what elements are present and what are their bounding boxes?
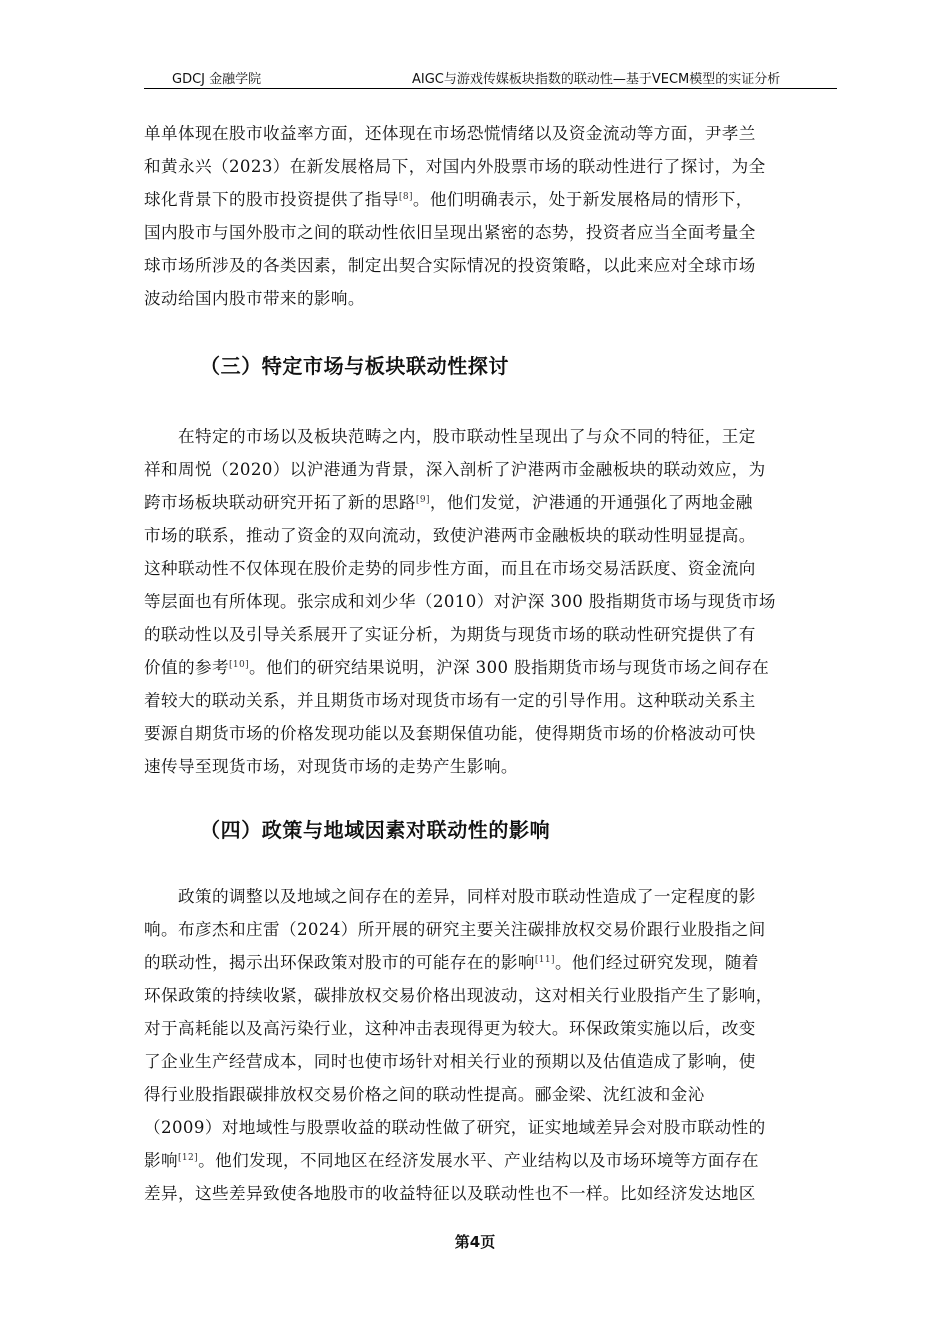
header-rule [144,88,837,89]
text-line: 市场的联系，推动了资金的双向流动，致使沪港两市金融板块的联动性明显提高。 [144,526,756,545]
text-line: 单单体现在股市收益率方面，还体现在市场恐慌情绪以及资金流动等方面，尹孝兰 [144,124,756,143]
citation-12: [12] [178,1153,199,1163]
text-line: （2009）对地域性与股票收益的联动性做了研究，证实地域差异会对股市联动性的 [144,1118,766,1137]
citation-8: [8] [398,192,413,202]
text-line: 跨市场板块联动研究开拓了新的思路[9]，他们发觉，沪港通的开通强化了两地金融 [144,493,753,512]
text-line: 等层面也有所体现。张宗成和刘少华（2010）对沪深 300 股指期货市场与现货市场 [144,592,776,611]
text-line: 差异，这些差异致使各地股市的收益特征以及联动性也不一样。比如经济发达地区 [144,1184,756,1203]
section-heading-4: （四）政策与地域因素对联动性的影响 [200,818,551,842]
text-line: 得行业股指跟碳排放权交易价格之间的联动性提高。郦金梁、沈红波和金沁 [144,1085,705,1104]
text-line: 的联动性以及引导关系展开了实证分析，为期货与现货市场的联动性研究提供了有 [144,625,756,644]
text-line: 在特定的市场以及板块范畴之内，股市联动性呈现出了与众不同的特征，王定 [178,427,756,446]
text-line: 国内股市与国外股市之间的联动性依旧呈现出紧密的态势，投资者应当全面考量全 [144,223,756,242]
header-institution: GDCJ 金融学院 [172,72,262,87]
section-heading-3: （三）特定市场与板块联动性探讨 [200,354,509,378]
text-line: 着较大的联动关系，并且期货市场对现货市场有一定的引导作用。这种联动关系主 [144,691,756,710]
citation-9: [9] [415,495,430,505]
text-line: 了企业生产经营成本，同时也使市场针对相关行业的预期以及估值造成了影响，使 [144,1052,756,1071]
running-header [144,68,837,88]
text-line: 波动给国内股市带来的影响。 [144,289,365,308]
text-line: 环保政策的持续收紧，碳排放权交易价格出现波动，这对相关行业股指产生了影响， [144,986,773,1005]
text-line: 祥和周悦（2020）以沪港通为背景，深入剖析了沪港两市金融板块的联动效应，为 [144,460,766,479]
text-line: 和黄永兴（2023）在新发展格局下，对国内外股票市场的联动性进行了探讨，为全 [144,157,766,176]
page-number: 第4页 [454,1233,496,1251]
text-line: 响。布彦杰和庄雷（2024）所开展的研究主要关注碳排放权交易价跟行业股指之间 [144,920,766,939]
citation-11: [11] [534,955,555,965]
text-line: 球市场所涉及的各类因素，制定出契合实际情况的投资策略，以此来应对全球市场 [144,256,756,275]
section-3-paragraph [144,420,837,783]
text-line: 的联动性，揭示出环保政策对股市的可能存在的影响[11]。他们经过研究发现，随着 [144,953,759,972]
text-line: 球化背景下的股市投资提供了指导[8]。他们明确表示，处于新发展格局的情形下， [144,190,753,209]
section-4-paragraph [144,880,837,1210]
text-line: 政策的调整以及地域之间存在的差异，同样对股市联动性造成了一定程度的影 [178,887,756,906]
header-paper-title: AIGC与游戏传媒板块指数的联动性—基于VECM模型的实证分析 [412,72,781,87]
text-line: 影响[12]。他们发现，不同地区在经济发展水平、产业结构以及市场环境等方面存在 [144,1151,759,1170]
text-line: 价值的参考[10]。他们的研究结果说明，沪深 300 股指期货市场与现货市场之间存在 [144,658,770,677]
text-line: 要源自期货市场的价格发现功能以及套期保值功能，使得期货市场的价格波动可快 [144,724,756,743]
citation-10: [10] [228,660,250,670]
text-line: 速传导至现货市场，对现货市场的走势产生影响。 [144,757,518,776]
text-line: 这种联动性不仅体现在股价走势的同步性方面，而且在市场交易活跃度、资金流向 [144,559,756,578]
paragraph-continuation [144,117,837,315]
text-line: 对于高耗能以及高污染行业，这种冲击表现得更为较大。环保政策实施以后，改变 [144,1019,756,1038]
